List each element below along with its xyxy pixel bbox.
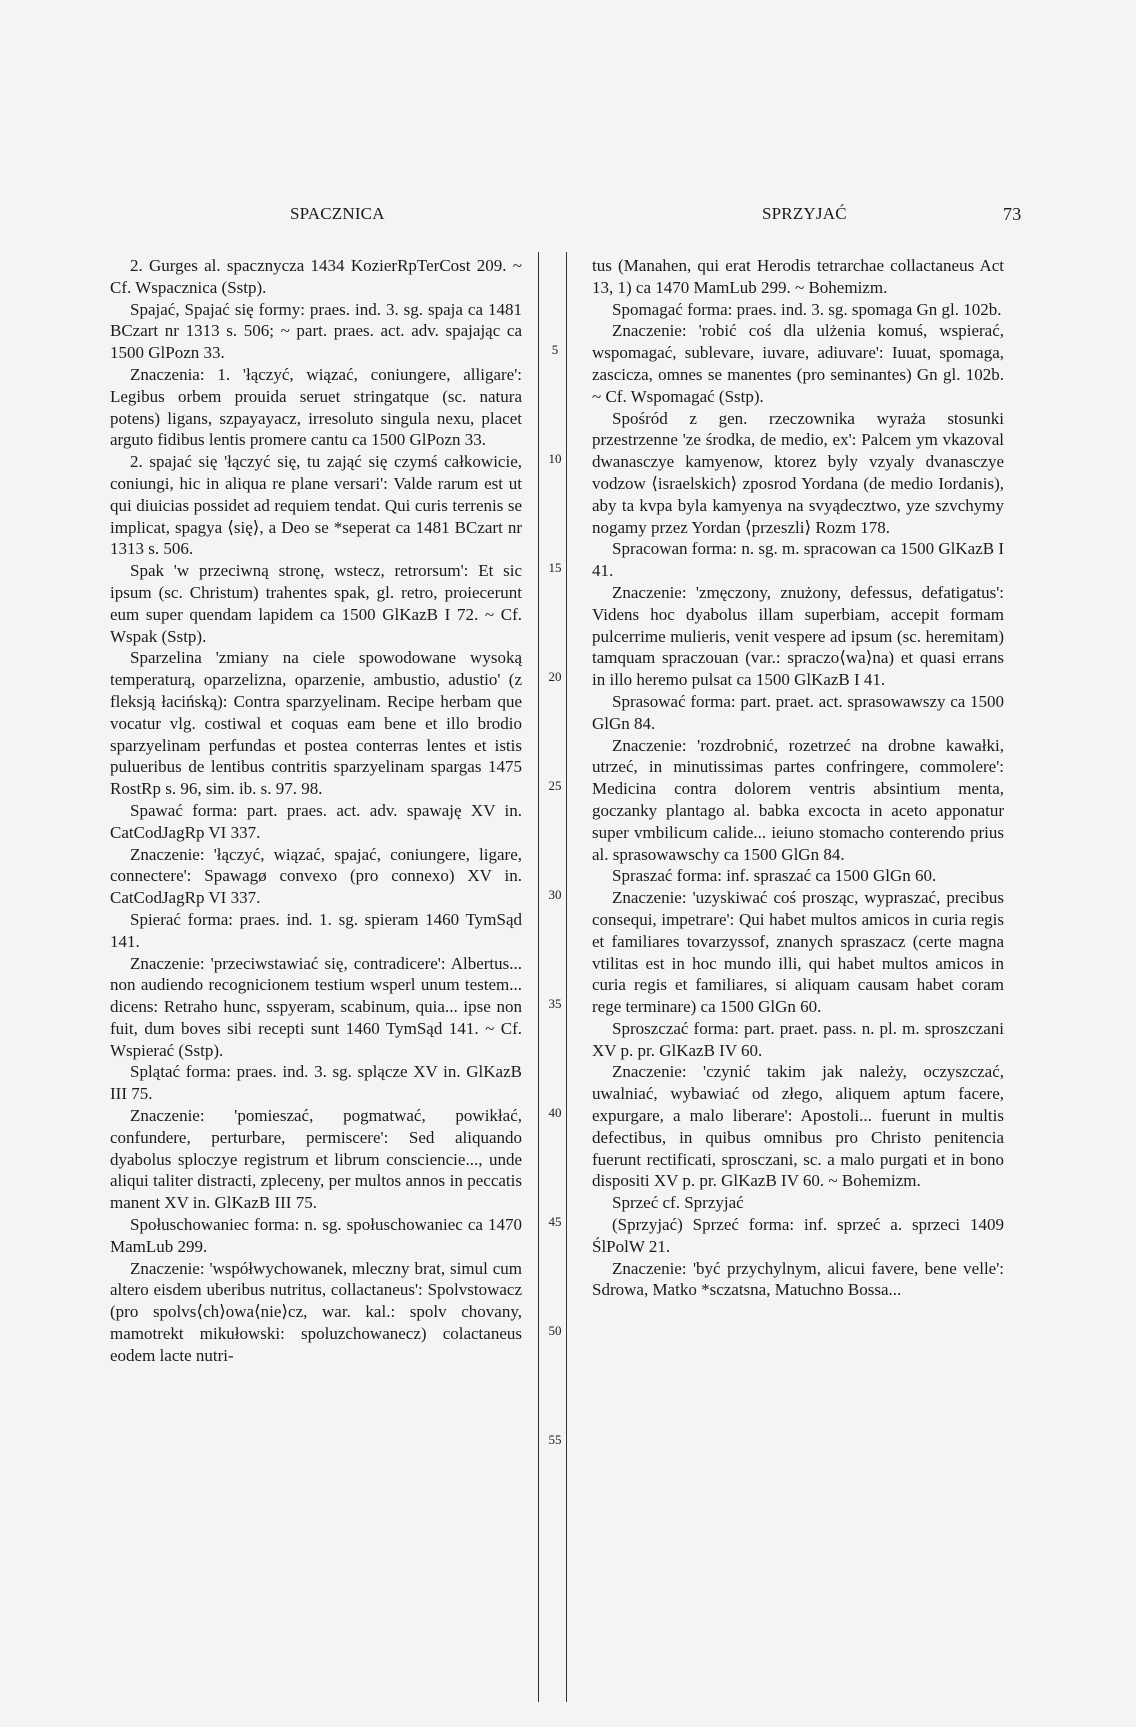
line-number: 20: [548, 669, 562, 684]
entry-paragraph: Znaczenie: 'robić coś dla ulżenia komuś, wspierać, wspomagać, sublevare, iuvare, adiuvare': Iuuat, spomaga, zascicza, omnes se manentes (pro seminantes) Gn gl. 102b. ~ Cf. Wspomagać (Sstp).: [592, 321, 1004, 406]
entry-paragraph: Znaczenie: 'pomieszać, pogmatwać, powikłać, confundere, perturbare, permiscere': Sed aliquando dyabolus sploczye registrum et librum consciencie..., unde aliqui taliter distracti, zpleceny, per multos annos in peccatis manent XV in. GlKazB III 75.: [110, 1106, 522, 1213]
line-number: 40: [548, 1105, 562, 1120]
entry-paragraph: Sparzelina 'zmiany na ciele spowodowane wysoką temperaturą, oparzelizna, oparzenie, ambustio, adustio' (z fleksją łacińską): Contra sparzyelinam. Recipe herbam que vocatur vlg. costiwal et coquas eam bene et illo brodio sparzyelinam perfundas et postea conterras lentes et istis pulueribus de lentibus contritis sparzyelinam spargas 1475 RostRp s. 96, sim. ib. s. 97. 98.: [110, 648, 522, 799]
entry-paragraph: Sproszczać forma: part. praet. pass. n. pl. m. sproszczani XV p. pr. GlKazB IV 60.: [592, 1018, 1004, 1060]
running-head-right: SPRZYJAĆ: [762, 204, 847, 223]
line-number: 15: [548, 560, 562, 575]
entry-paragraph: 2. spajać się 'łączyć się, tu zająć się czymś całkowicie, coniungi, hic in aliqua re plane versari': Valde rarum est ut qui diuicias possidet ad requiem tendat. Qui curis terrenis se implicat, spagya ⟨się⟩, a Deo se *seperat ca 1481 BCzart nr 1313 s. 506.: [110, 452, 522, 559]
line-number: 35: [548, 996, 562, 1011]
entry-paragraph: Spierać forma: praes. ind. 1. sg. spieram 1460 TymSąd 141.: [110, 909, 522, 951]
line-number: 30: [548, 887, 562, 902]
column-divider-right: [566, 252, 567, 1702]
entry-paragraph: Znaczenie: 'rozdrobnić, rozetrzeć na drobne kawałki, utrzeć, in minutissimas partes confringere, commolere': Medicina contra dolorem ventris absintium menta, goczanky plantago al. babka excocta in aceto apponatur super vmbilicum calide... ieiuno stomacho conterendo prius al. sprasowawschy ca 1500 GlGn 84.: [592, 735, 1004, 864]
entry-paragraph: Splątać forma: praes. ind. 3. sg. splącze XV in. GlKazB III 75.: [110, 1062, 522, 1104]
entry-paragraph: Znaczenie: 'łączyć, wiązać, spajać, coniungere, ligare, connectere': Spawagø convexo (pro connexo) XV in. CatCodJagRp VI 337.: [110, 844, 522, 908]
entry-paragraph: Znaczenie: 'współwychowanek, mleczny brat, simul cum altero eisdem uberibus nutritus, collactaneus': Spolvstowacz (pro spolvs⟨ch⟩owa⟨nie⟩cz, war. kal.: spolv chovany, mamotrekt mikułowski: spoluzchowanecz) colactaneus eodem lacte nutri-: [110, 1258, 522, 1365]
entry-paragraph: Znaczenie: 'być przychylnym, alicui favere, bene velle': Sdrowa, Matko *sczatsna, Matuchno Bossa...: [592, 1258, 1004, 1300]
entry-paragraph: (Sprzyjać) Sprzeć forma: inf. sprzeć a. sprzeci 1409 ŚlPolW 21.: [592, 1215, 1004, 1256]
entry-paragraph: Spajać, Spajać się formy: praes. ind. 3. sg. spaja ca 1481 BCzart nr 1313 s. 506; ~ part. praes. act. adv. spajając ca 1500 GlPozn 33.: [110, 299, 522, 363]
entry-paragraph: Znaczenie: 'zmęczony, znużony, defessus, defatigatus': Videns hoc dyabolus illam superbiam, accepit formam pulcerrime mulieris, venit vespere ad ipsum (sc. heremitam) tamquam spraczouan (var.: spraczo⟨wa⟩na) et quasi errans in illo heremo pulsat ca 1500 GlKazB I 41.: [592, 582, 1004, 690]
entry-paragraph: Znaczenie: 'przeciwstawiać się, contradicere': Albertus... non audiendo recognicionem testium wsperl unum testem... dicens: Retraho hunc, sspyeram, scabinum, quia... ipse non fuit, dum boves sibi recepti sunt 1460 TymSąd 141. ~ Cf. Wspierać (Sstp).: [110, 953, 522, 1060]
entry-paragraph: 2. Gurges al. spacznycza 1434 KozierRpTerCost 209. ~ Cf. Wspacznica (Sstp).: [110, 256, 522, 297]
entry-paragraph: Sprzeć cf. Sprzyjać: [612, 1193, 744, 1213]
entry-paragraph: Znaczenie: 'uzyskiwać coś prosząc, wypraszać, precibus consequi, impetrare': Qui habet multos amicos in curia regis et familiares tovarzyssof, znanych spraszacz (certe magna vtilitas est in hoc mundo illi, qui habet multos amicos in curia regis et familiares, si aliquam causam habet coram rege terminare) ca 1500 GlGn 60.: [592, 888, 1004, 1017]
entry-paragraph: Spawać forma: part. praes. act. adv. spawaję XV in. CatCodJagRp VI 337.: [110, 800, 522, 842]
entry-paragraph: Spośród z gen. rzeczownika wyraża stosunki przestrzenne 'ze środka, de medio, ex': Palcem ym vkazoval dwanasczye kamyenow, ktorez byly vzyaly dvanasczye vodzow ⟨israelskich⟩ zposrod Yordana (de medio Iordanis), aby ta kvpa byla kamyenya na svyądecztwo, yze szvchymy nogamy przez Yordan ⟨przeszli⟩ Rozm 178.: [592, 408, 1004, 537]
line-number: 45: [548, 1214, 562, 1229]
right-column: [592, 255, 1004, 1301]
entry-paragraph: Spraszać forma: inf. spraszać ca 1500 GlGn 60.: [612, 866, 937, 886]
entry-paragraph: Społuschowaniec forma: n. sg. społuschowaniec ca 1470 MamLub 299.: [110, 1215, 522, 1256]
line-number: 55: [548, 1432, 562, 1447]
line-number: 5: [551, 342, 559, 357]
line-number: 50: [548, 1323, 562, 1338]
entry-paragraph: tus (Manahen, qui erat Herodis tetrarchae collactaneus Act 13, 1) ca 1470 MamLub 299. ~ Bohemizm.: [592, 256, 1004, 297]
running-head-left: SPACZNICA: [290, 204, 385, 223]
line-number: 10: [548, 451, 562, 466]
column-divider-left: [538, 252, 539, 1702]
line-number: 25: [548, 778, 562, 793]
page-number: 73: [1003, 204, 1022, 224]
entry-paragraph: Spomagać forma: praes. ind. 3. sg. spomaga Gn gl. 102b.: [612, 299, 1002, 319]
entry-paragraph: Spracowan forma: n. sg. m. spracowan ca 1500 GlKazB I 41.: [592, 539, 1004, 581]
entry-paragraph: Spak 'w przeciwną stronę, wstecz, retrorsum': Et sic ipsum (sc. Christum) trahentes spak, gl. retro, proiecerunt eum super quendam lapidem ca 1500 GlKazB I 72. ~ Cf. Wspak (Sstp).: [110, 561, 522, 646]
left-column: [110, 255, 522, 1367]
entry-paragraph: Znaczenia: 1. 'łączyć, wiązać, coniungere, alligare': Legibus orbem prouida seruet stringatque (sc. natura potens) ligans, szpayayacz, irresoluto singula nexu, placet arguto fidibus lentis promere cantu ca 1500 GlPozn 33.: [110, 364, 522, 450]
entry-paragraph: Znaczenie: 'czynić takim jak należy, oczyszczać, uwalniać, wybawiać od złego, aliquem aptum facere, expurgare, a malo liberare': Apostoli... fuerunt in multis defectibus, in quibus omnibus pro Christo penitencia fuerunt rectificati, sprosczani, sc. a malo purgati et in bono dispositi XV p. pr. GlKazB IV 60. ~ Bohemizm.: [592, 1062, 1004, 1191]
entry-paragraph: Sprasować forma: part. praet. act. sprasowawszy ca 1500 GlGn 84.: [592, 691, 1004, 733]
